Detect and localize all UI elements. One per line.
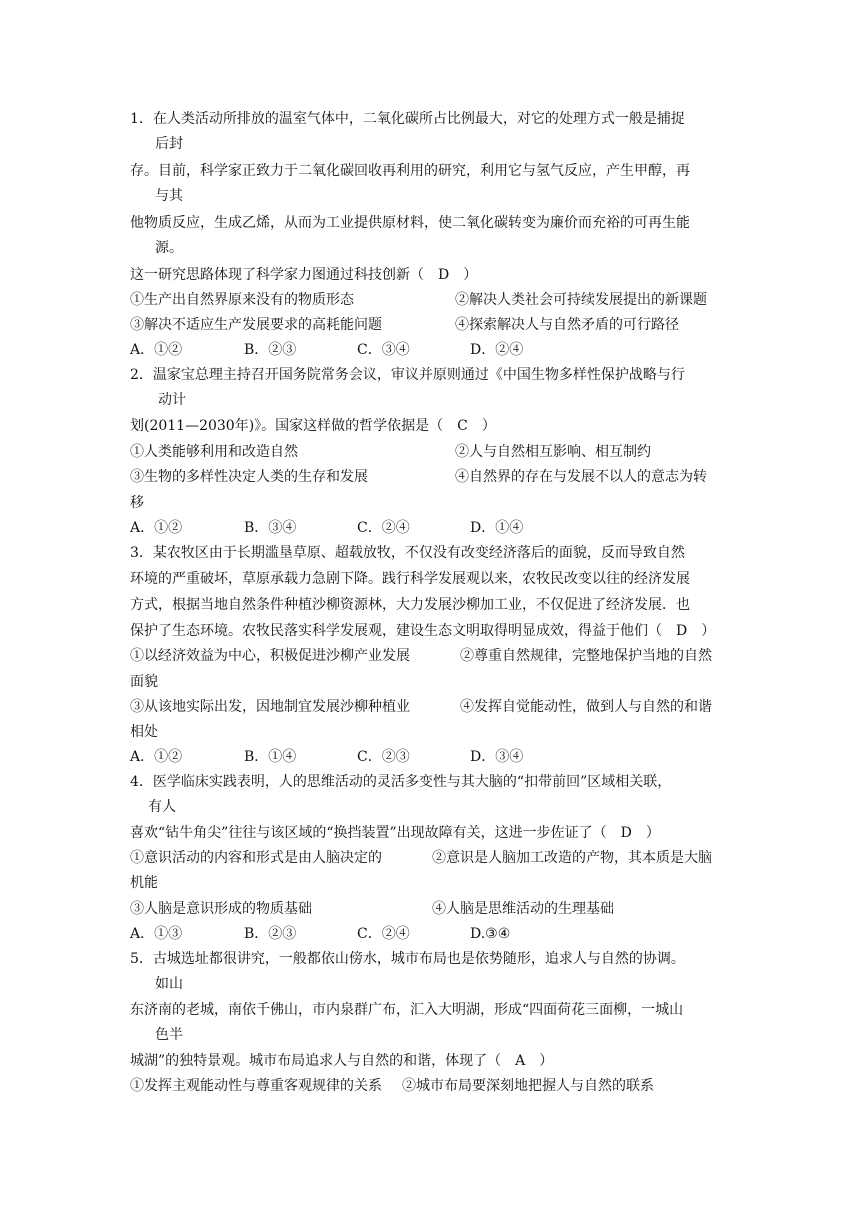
q2-choice-a: A．①② — [130, 520, 183, 536]
q3-option-2-continued: 面貌 — [130, 674, 158, 690]
q5-stem-line-2: 如山 — [155, 976, 183, 992]
q1-choice-b: B．②③ — [244, 342, 297, 358]
q1-stem-line-3: 存。目前，科学家正致力于二氧化碳回收再利用的研究，利用它与氢气反应，产生甲醇，再 — [130, 163, 690, 179]
q1-option-3: ③解决不适应生产发展要求的高耗能问题 — [130, 317, 382, 333]
q1-stem-line-6: 源。 — [155, 240, 183, 256]
q1-options-row-1 — [130, 291, 730, 309]
q1-stem-line-5: 他物质反应，生成乙烯，从而为工业提供原材料，使二氧化碳转变为廉价而充裕的可再生能 — [130, 215, 690, 231]
q3-choice-d: D．③④ — [470, 749, 524, 765]
q3-options-row-2 — [130, 698, 730, 716]
q3-choice-c: C．②③ — [357, 749, 410, 765]
q4-options-row-1 — [130, 849, 730, 867]
q1-option-1: ①生产出自然界原来没有的物质形态 — [130, 292, 354, 308]
q4-stem-line-3: 喜欢“钻牛角尖”往往与该区域的“换挡装置”出现故障有关，这进一步佐证了（ D ） — [130, 825, 660, 841]
q1-stem-line-1: 1．在人类活动所排放的温室气体中，二氧化碳所占比例最大，对它的处理方式一般是捕捉 — [130, 111, 685, 127]
q1-stem-line-4: 与其 — [155, 188, 183, 204]
q1-choices — [130, 341, 730, 359]
q3-choices — [130, 748, 730, 766]
q1-options-row-2 — [130, 316, 730, 334]
q2-options-row-1 — [130, 443, 730, 461]
q4-choices — [130, 925, 730, 943]
q3-option-2: ②尊重自然规律，完整地保护当地的自然 — [460, 648, 712, 664]
q2-options-row-2 — [130, 468, 730, 486]
q4-choice-b: B．②③ — [244, 926, 297, 942]
q3-stem-line-2: 环境的严重破坏，草原承载力急剧下降。践行科学发展观以来，农牧民改变以往的经济发展 — [130, 571, 690, 587]
q4-stem-line-2: 有人 — [148, 799, 176, 815]
q1-stem-line-7: 这一研究思路体现了科学家力图通过科技创新（ D ） — [130, 267, 478, 283]
q4-options-row-2 — [130, 900, 730, 918]
q1-option-2: ②解决人类社会可持续发展提出的新课题 — [455, 292, 707, 308]
q4-choice-d: D.③④ — [470, 926, 511, 942]
q5-option-2: ②城市布局要深刻地把握人与自然的联系 — [402, 1078, 654, 1094]
q3-option-1: ①以经济效益为中心，积极促进沙柳产业发展 — [130, 648, 410, 664]
q3-options-row-1 — [130, 647, 730, 665]
q4-option-3: ③人脑是意识形成的物质基础 — [130, 901, 312, 917]
q5-options-row-1 — [130, 1077, 730, 1095]
q3-choice-b: B．①④ — [244, 749, 297, 765]
q1-choice-d: D．②④ — [470, 342, 524, 358]
q3-choice-a: A．①② — [130, 749, 183, 765]
q1-option-4: ④探索解决人与自然矛盾的可行路径 — [455, 317, 679, 333]
q2-choice-d: D．①④ — [470, 520, 524, 536]
q2-option-4-continued: 移 — [130, 495, 144, 511]
q2-option-4: ④自然界的存在与发展不以人的意志为转 — [455, 469, 707, 485]
q4-option-2-continued: 机能 — [130, 875, 158, 891]
q3-stem-line-1: 3．某农牧区由于长期滥垦草原、超载放牧，不仅没有改变经济落后的面貌，反而导致自然 — [130, 545, 685, 561]
q1-choice-c: C．③④ — [357, 342, 410, 358]
q2-choices — [130, 519, 730, 537]
q1-choice-a: A．①② — [130, 342, 183, 358]
q2-choice-b: B．③④ — [244, 520, 297, 536]
q5-stem-line-5: 城湖”的独特景观。城市布局追求人与自然的和谐，体现了（ A ） — [130, 1053, 554, 1069]
q2-option-1: ①人类能够利用和改造自然 — [130, 444, 298, 460]
q4-option-1: ①意识活动的内容和形式是由人脑决定的 — [130, 850, 382, 866]
q4-option-4: ④人脑是思维活动的生理基础 — [432, 901, 614, 917]
q5-stem-line-3: 东济南的老城，南依千佛山，市内泉群广布，汇入大明湖，形成“四面荷花三面柳，一城山 — [130, 1002, 684, 1018]
q2-stem-line-2: 动计 — [158, 392, 186, 408]
q2-stem-line-3: 划(2011—2030年)》。国家这样做的哲学依据是（ C ） — [130, 418, 496, 434]
q2-choice-c: C．②④ — [357, 520, 410, 536]
q5-stem-line-1: 5．古城选址都很讲究，一般都依山傍水，城市布局也是依势随形，追求人与自然的协调。 — [130, 951, 685, 967]
q3-option-4: ④发挥自觉能动性，做到人与自然的和谐 — [460, 699, 712, 715]
q2-option-2: ②人与自然相互影响、相互制约 — [455, 444, 651, 460]
q4-choice-c: C．②④ — [357, 926, 410, 942]
q2-option-3: ③生物的多样性决定人类的生存和发展 — [130, 469, 368, 485]
q3-option-3: ③从该地实际出发，因地制宜发展沙柳种植业 — [130, 699, 410, 715]
q4-option-2: ②意识是人脑加工改造的产物，其本质是大脑 — [432, 850, 712, 866]
q3-stem-line-3: 方式，根据当地自然条件种植沙柳资源林，大力发展沙柳加工业，不仅促进了经济发展．也 — [130, 597, 690, 613]
q3-stem-line-4: 保护了生态环境。农牧民落实科学发展观，建设生态文明取得明显成效，得益于他们（ D ） — [130, 623, 716, 639]
q1-stem-line-2: 后封 — [155, 136, 183, 152]
q4-choice-a: A．①③ — [130, 926, 183, 942]
q3-option-4-continued: 相处 — [130, 724, 158, 740]
q4-stem-line-1: 4．医学临床实践表明，人的思维活动的灵活多变性与其大脑的“扣带前回”区域相关联， — [130, 774, 672, 790]
q5-option-1: ①发挥主观能动性与尊重客观规律的关系 — [130, 1078, 382, 1094]
q2-stem-line-1: 2．温家宝总理主持召开国务院常务会议，审议并原则通过《中国生物多样性保护战略与行 — [130, 367, 685, 383]
q5-stem-line-4: 色半 — [155, 1027, 183, 1043]
